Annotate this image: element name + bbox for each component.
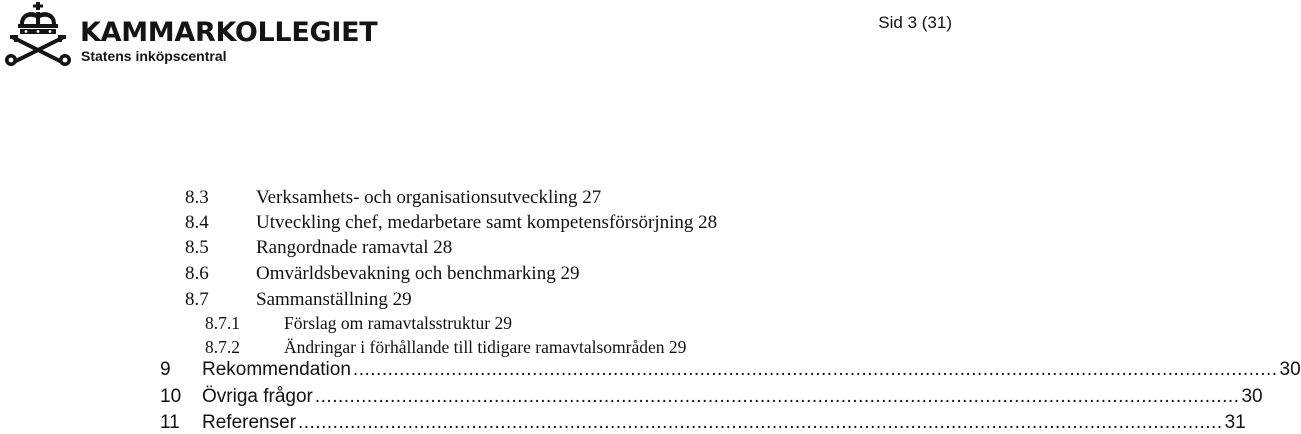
org-subtitle: Statens inköpscentral: [81, 48, 227, 64]
toc-entry-8-7-1[interactable]: [205, 315, 825, 335]
toc-entry-8-7-2[interactable]: [205, 339, 825, 359]
toc-entry-title: Rekommendation: [202, 359, 351, 380]
toc-entry-number: 9: [160, 359, 171, 380]
toc-entry-number: 8.7.1: [205, 313, 240, 333]
toc-entry-number: 11: [160, 412, 180, 433]
toc-entry-9[interactable]: [160, 359, 1301, 381]
toc-entry-page: 30: [1241, 386, 1263, 407]
org-name: KAMMARKOLLEGIET: [80, 17, 378, 48]
toc-entry-text: Sammanställning 29: [256, 289, 412, 310]
toc-entry-number: 10: [160, 386, 182, 407]
toc-entry-11[interactable]: [160, 412, 1246, 434]
page-indicator: Sid 3 (31): [878, 13, 952, 32]
dot-leader: ................................................................................................................................................................: [298, 412, 1223, 433]
toc-entry-title: Övriga frågor: [202, 386, 313, 407]
toc-entry-page: 30: [1279, 359, 1301, 380]
dot-leader: ................................................................................................................................................................: [314, 386, 1240, 407]
toc-entry-8-7[interactable]: [185, 290, 785, 312]
toc-entry-number: 8.7.2: [205, 337, 240, 357]
dot-leader: ................................................................................................................................................................: [352, 359, 1278, 380]
toc-entry-number: 8.5: [185, 237, 209, 258]
toc-entry-text: Utveckling chef, medarbetare samt kompetensförsörjning 28: [256, 212, 718, 233]
toc-entry-number: 8.4: [185, 212, 209, 233]
toc-entry-page: 31: [1224, 412, 1246, 433]
toc-entry-8-4[interactable]: [185, 213, 865, 235]
toc-entry-8-5[interactable]: [185, 238, 785, 260]
toc-entry-text: Förslag om ramavtalsstruktur 29: [284, 313, 512, 333]
toc-entry-8-3[interactable]: [185, 188, 785, 210]
toc-entry-text: Verksamhets- och organisationsutveckling 27: [256, 187, 602, 208]
toc-entry-title: Referenser: [202, 412, 296, 433]
toc-entry-number: 8.7: [185, 289, 209, 310]
toc-entry-number: 8.6: [185, 263, 209, 284]
toc-entry-number: 8.3: [185, 187, 209, 208]
toc-entry-text: Rangordnade ramavtal 28: [256, 237, 453, 258]
toc-entry-text: Omvärldsbevakning och benchmarking 29: [256, 263, 580, 284]
toc-entry-8-6[interactable]: [185, 264, 785, 286]
toc-entry-text: Ändringar i förhållande till tidigare ramavtalsområden 29: [284, 337, 687, 357]
toc-entry-10[interactable]: [160, 386, 1263, 408]
